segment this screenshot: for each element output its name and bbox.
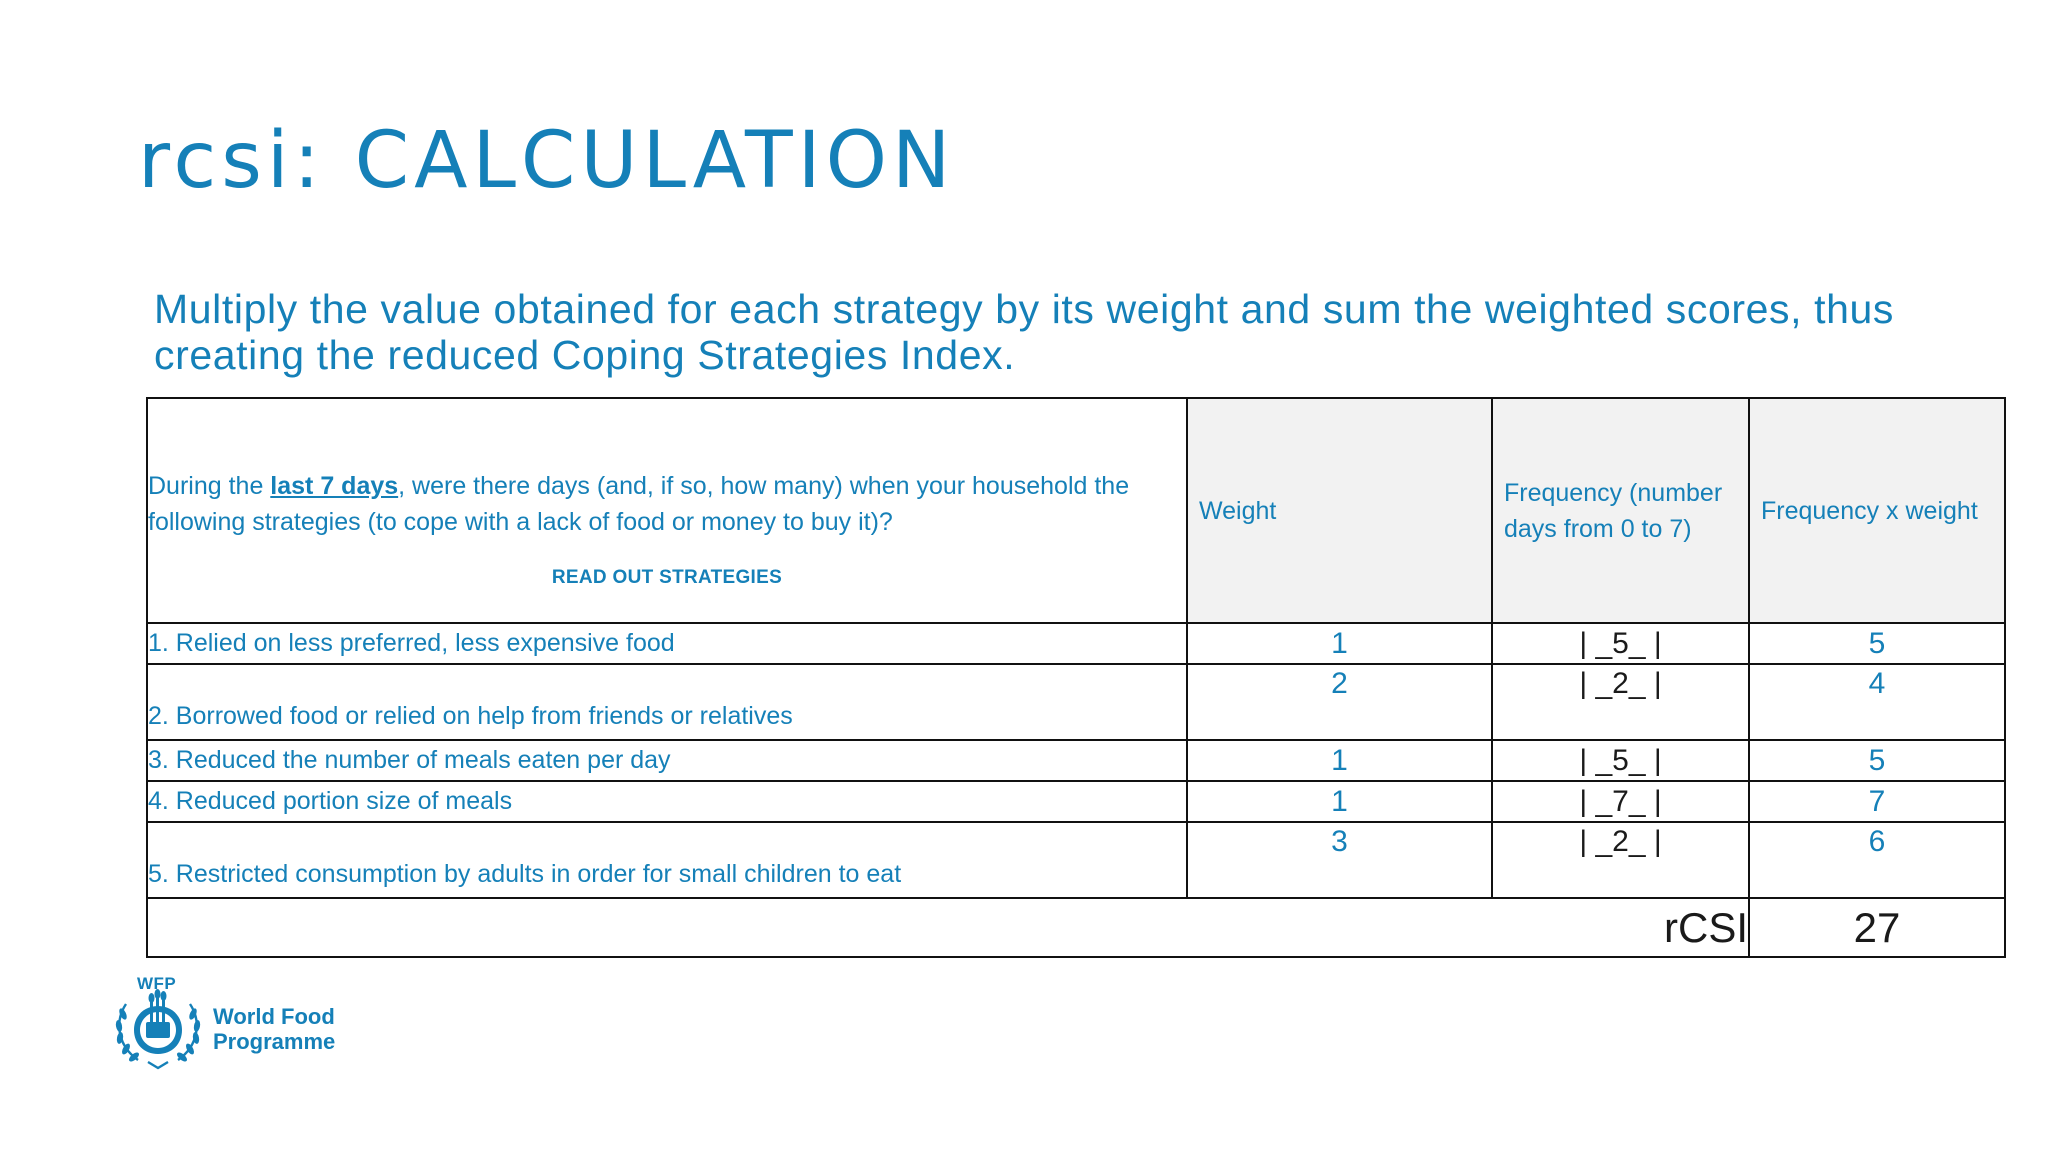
frequency-value: | _2_ | (1492, 664, 1749, 740)
weight-value: 1 (1187, 781, 1492, 822)
strategy-label: 2. Borrowed food or relied on help from friends or relatives (147, 664, 1187, 740)
strategy-label: 3. Reduced the number of meals eaten per day (147, 740, 1187, 781)
frequency-value: | _2_ | (1492, 822, 1749, 898)
question-emphasis: last 7 days (270, 471, 399, 500)
weight-value: 1 (1187, 623, 1492, 664)
rcsi-table (146, 397, 2006, 958)
frequency-value: | _7_ | (1492, 781, 1749, 822)
table-row (147, 822, 2005, 898)
frequency-value: | _5_ | (1492, 623, 1749, 664)
slide-title: rcsi: CALCULATION (138, 116, 956, 206)
strategy-label: 5. Restricted consumption by adults in order for small children to eat (147, 822, 1187, 898)
read-out-instruction: READ OUT STRATEGIES (551, 566, 783, 588)
strategy-label: 1. Relied on less preferred, less expensive food (147, 623, 1187, 664)
header-frequency-text: Frequency (number days from 0 to 7) (1504, 478, 1723, 543)
question-cell (147, 398, 1187, 623)
slide-subtitle: Multiply the value obtained for each strategy by its weight and sum the weighted scores, thus creating the reduced Coping Strategies Index. (154, 286, 1895, 378)
rcsi-total-label: rCSI (147, 898, 1749, 957)
weight-value: 1 (1187, 740, 1492, 781)
wfp-name (213, 1004, 335, 1054)
question-text-end: , were there days (and, if so, how many) when your household the following strategies (to cope with a lack of food or money to buy it)? (148, 471, 1130, 536)
table-row (147, 664, 2005, 740)
frequency-value: | _5_ | (1492, 740, 1749, 781)
table-row (147, 740, 2005, 781)
rcsi-total-value: 27 (1749, 898, 2005, 957)
header-frequency-x-weight: Frequency x weight (1749, 398, 2005, 623)
weight-value: 3 (1187, 822, 1492, 898)
weight-value: 2 (1187, 664, 1492, 740)
table-row (147, 623, 2005, 664)
weighted-score: 5 (1749, 623, 2005, 664)
strategy-label: 4. Reduced portion size of meals (147, 781, 1187, 822)
question-text-start: During the (148, 471, 271, 500)
total-row (147, 898, 2005, 957)
weighted-score: 4 (1749, 664, 2005, 740)
table-row (147, 781, 2005, 822)
table-header-row (147, 398, 2005, 623)
header-weight: Weight (1187, 398, 1492, 623)
wfp-name-line1: World Food (213, 1004, 335, 1029)
weighted-score: 7 (1749, 781, 2005, 822)
wfp-abbreviation: WFP (137, 974, 177, 993)
header-frequency (1492, 398, 1749, 623)
weighted-score: 5 (1749, 740, 2005, 781)
question-text (148, 468, 1186, 540)
wfp-logo (108, 974, 348, 1074)
weighted-score: 6 (1749, 822, 2005, 898)
wfp-name-line2: Programme (213, 1029, 336, 1054)
